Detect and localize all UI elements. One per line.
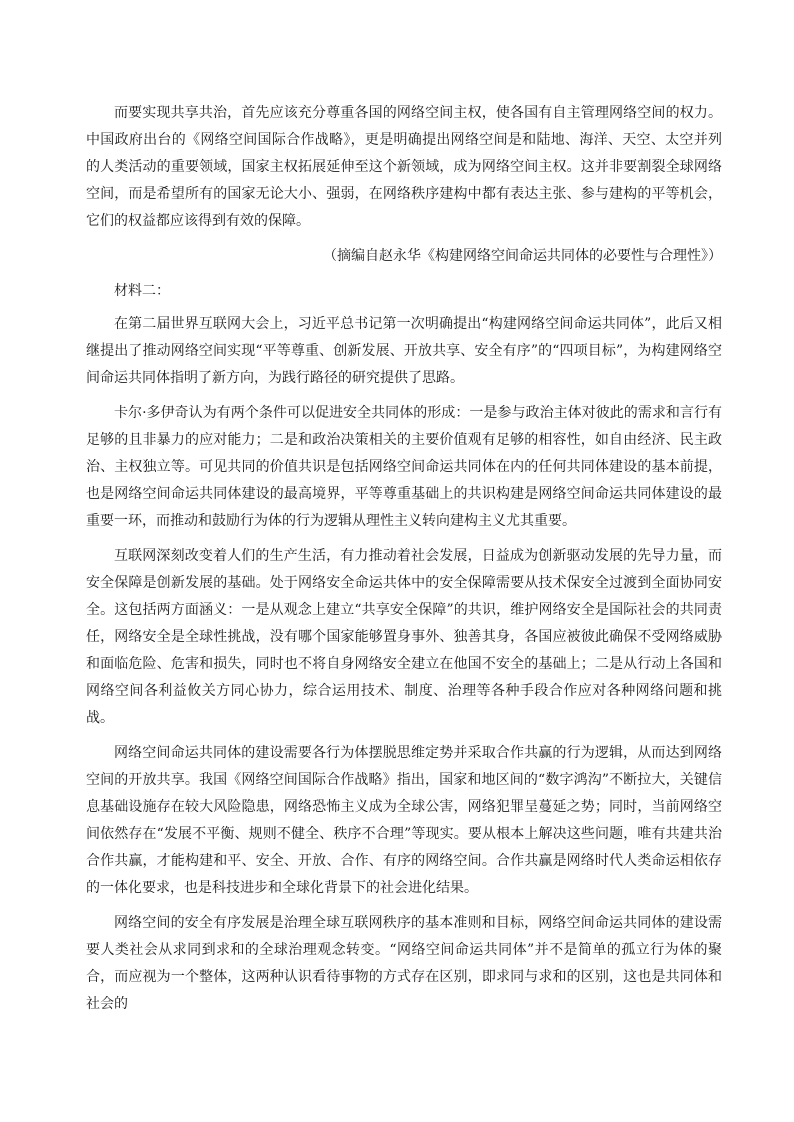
paragraph-1: 而要实现共享共治，首先应该充分尊重各国的网络空间主权，使各国有自主管理网络空间的权力。中国政府出台的《网络空间国际合作战略》，更是明确提出网络空间是和陆地、海洋、天空、太空并列的人类活动的重要领域，国家主权拓展延伸至这个新领域，成为网络空间主权。这并非要割裂全球网络空间，而是希望所有的国家无论大小、强弱，在网络秩序建构中都有表达主张、参与建构的平等机会，它们的权益都应该得到有效的保障。 (86, 105, 722, 229)
source-citation: （摘编自赵永华《构建网络空间命运共同体的必要性与合理性》） (323, 248, 722, 264)
paragraph-3: 卡尔·多伊奇认为有两个条件可以促进安全共同体的形成：一是参与政治主体对彼此的需求和言行有足够的且非暴力的应对能力；二是和政治决策相关的主要价值观有足够的相容性，如自由经济、民主政治、主权独立等。可见共同的价值共识是包括网络空间命运共同体在内的任何共同体建设的基本前提，也是网络空间命运共同体建设的最高境界，平等尊重基础上的共识构建是网络空间命运共同体建设的最重要一环，而推动和鼓励行为体的行为逻辑从理性主义转向建构主义尤其重要。 (86, 405, 722, 529)
material-2-heading: 材料二： (114, 283, 170, 299)
document-body (86, 100, 722, 1026)
paragraph-4: 互联网深刻改变着人们的生产生活，有力推动着社会发展，日益成为创新驱动发展的先导力量，而安全保障是创新发展的基础。处于网络安全命运共体中的安全保障需要从技术保安全过渡到全面协同安全。这包括两方面涵义：一是从观念上建立“共享安全保障”的共识，维护网络安全是国际社会的共同责任，网络安全是全球性挑战，没有哪个国家能够置身事外、独善其身，各国应被彼此确保不受网络威胁和面临危险、危害和损失，同时也不将自身网络安全建立在他国不安全的基础上；二是从行动上各国和网络空间各利益攸关方同心协力，综合运用技术、制度、治理等各种手段合作应对各种网络问题和挑战。 (86, 548, 722, 726)
paragraph-6: 网络空间的安全有序发展是治理全球互联网秩序的基本准则和目标，网络空间命运共同体的建设需要人类社会从求同到求和的全球治理观念转变。“网络空间命运共同体”并不是简单的孤立行为体的聚合，而应视为一个整体，这两种认识看待事物的方式存在区别，即求同与求和的区别，这也是共同体和社会的 (86, 915, 722, 1012)
paragraph-5: 网络空间命运共同体的建设需要各行为体摆脱思维定势并采取合作共赢的行为逻辑，从而达到网络空间的开放共享。我国《网络空间国际合作战略》指出，国家和地区间的“数字鸿沟”不断拉大，关键信息基础设施存在较大风险隐患，网络恐怖主义成为全球公害，网络犯罪呈蔓延之势；同时，当前网络空间依然存在“发展不平衡、规则不健全、秩序不合理”等现实。要从根本上解决这些问题，唯有共建共治合作共赢，才能构建和平、安全、开放、合作、有序的网络空间。合作共赢是网络时代人类命运相依存的一体化要求，也是科技进步和全球化背景下的社会进化结果。 (86, 745, 722, 896)
paragraph-2: 在第二届世界互联网大会上，习近平总书记第一次明确提出“构建网络空间命运共同体”，此后又相继提出了推动网络空间实现“平等尊重、创新发展、开放共享、安全有序”的“四项目标”，为构建网络空间命运共同体指明了新方向，为践行路径的研究提供了思路。 (86, 316, 722, 386)
